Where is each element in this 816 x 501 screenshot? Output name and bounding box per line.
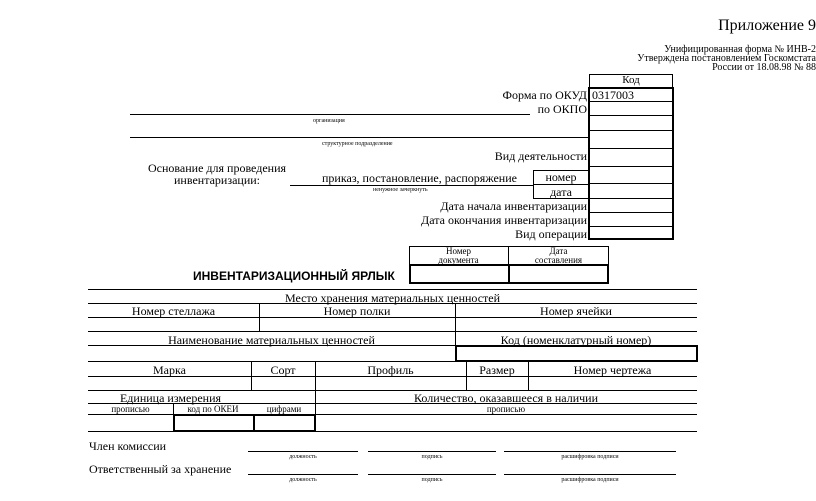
cell-label: Номер ячейки [540,304,612,318]
inv-start-label: Дата начала инвентаризации [440,199,587,213]
subdivision-line [130,137,588,138]
date-label: дата [550,185,572,199]
item-code-box [455,345,698,362]
shelf-label: Номер полки [323,304,391,318]
size-label: Размер [479,363,515,377]
code-header: Код [622,74,640,86]
doc-number-header-1: Номер [445,246,472,256]
appendix-label: Приложение 9 [718,17,816,34]
qty-digits-label: цифрами [266,404,302,414]
okpo-label: по ОКПО [537,102,587,116]
member-label: Член комиссии [89,439,167,453]
keeper-signature-hint: подпись [421,477,443,483]
okud-label: Форма по ОКУД [502,88,587,102]
qty-header: Количество, оказавшееся в наличии [413,391,599,405]
operation-label: Вид операции [515,227,587,241]
code-column-box [588,87,674,240]
unit-header: Единица измерения [119,391,222,405]
keeper-decoding-hint: расшифровка подписи [561,477,619,483]
storage-header: Место хранения материальных ценностей [284,291,501,305]
basis-line [290,185,533,186]
unit-words-label: прописью [111,404,150,414]
drawing-label: Номер чертежа [573,363,652,377]
document-title: ИНВЕНТАРИЗАЦИОННЫЙ ЯРЛЫК [193,269,395,283]
strike-hint: ненужное зачеркнуть [373,187,428,193]
doc-date-header-1: Дата [549,246,568,256]
number-label: номер [545,170,577,184]
keeper-position-hint: должность [289,477,317,483]
profile-label: Профиль [367,363,414,377]
subdivision-hint: структурное подразделение [322,141,393,147]
brand-label: Марка [153,363,186,377]
activity-label: Вид деятельности [494,149,587,163]
form-header-line2: Утверждена постановлением Госкомстата [637,53,816,64]
doc-number-header-2: документа [438,255,479,265]
organization-hint: организация [313,118,345,124]
item-name-label: Наименование материальных ценностей [168,333,375,347]
member-signature-hint: подпись [421,454,443,460]
keeper-label: Ответственный за хранение [89,462,232,476]
qty-words-label: прописью [486,404,526,414]
okei-digits-box [173,414,316,432]
member-decoding-hint: расшифровка подписи [561,454,619,460]
basis-label-line2: инвентаризации: [174,173,260,187]
inv-end-label: Дата окончания инвентаризации [421,213,587,227]
basis-value: приказ, постановление, распоряжение [322,171,517,185]
okud-code-value: 0317003 [592,88,634,102]
form-header-line1: Унифицированная форма № ИНВ-2 [664,44,816,55]
member-position-hint: должность [289,454,317,460]
unit-okei-label: код по ОКЕИ [187,404,239,414]
item-code-label: Код (номенклатурный номер) [500,333,652,347]
basis-label-line1: Основание для проведения [148,161,287,175]
rack-label: Номер стеллажа [131,304,216,318]
grade-label: Сорт [270,363,296,377]
form-header-line3: России от 18.08.98 № 88 [712,62,816,73]
organization-line [130,114,530,115]
doc-date-header-2: составления [534,255,583,265]
